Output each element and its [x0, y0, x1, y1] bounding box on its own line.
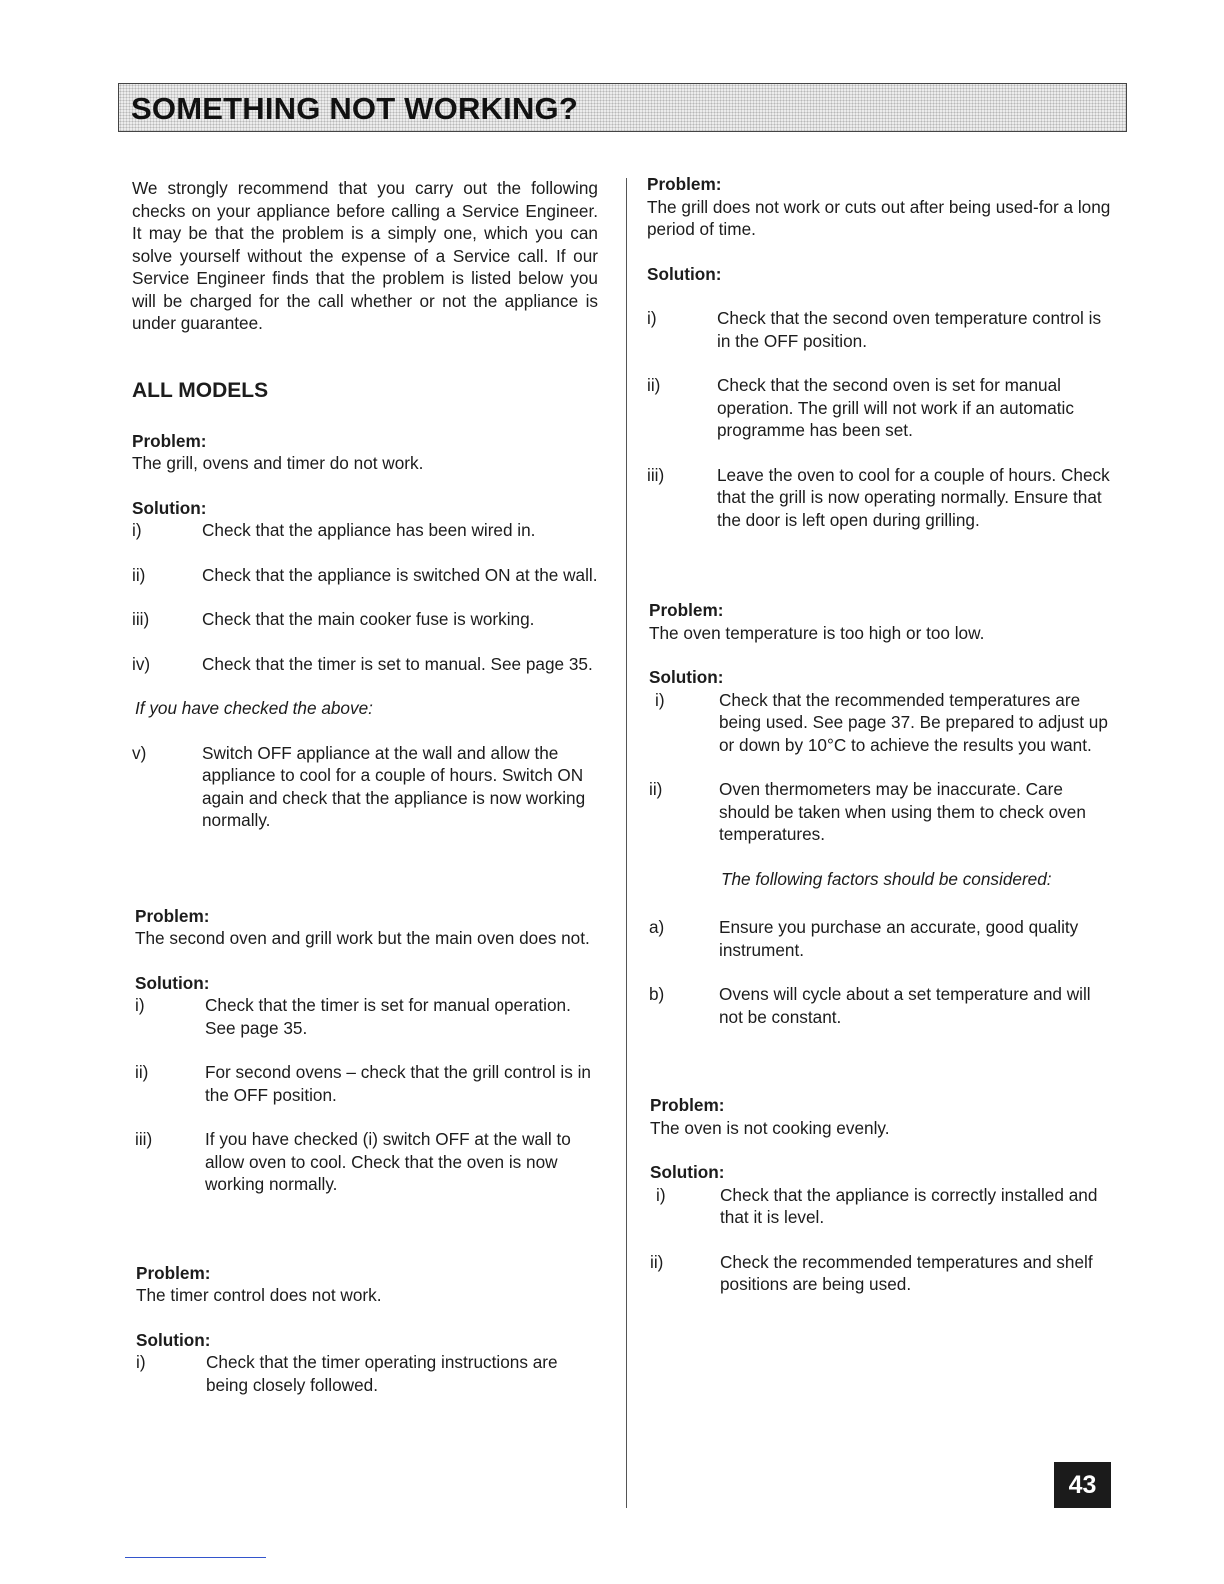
problem-text: The oven is not cooking evenly. — [650, 1117, 890, 1138]
item-text: Check that the second oven temperature control is in the OFF position. — [717, 308, 1102, 351]
list-item — [649, 778, 1114, 846]
problem-text: The timer control does not work. — [136, 1285, 382, 1305]
item-number: i) — [136, 1352, 146, 1372]
problem-label: Problem: — [649, 600, 724, 620]
item-number: iii) — [132, 609, 150, 629]
item-text: Check the recommended temperatures and shelf positions are being used. — [720, 1251, 1093, 1294]
item-number: ii) — [132, 564, 146, 585]
list-item — [135, 994, 598, 1039]
item-number: iii) — [647, 464, 665, 485]
list-item — [649, 689, 1114, 757]
column-divider — [626, 178, 627, 1508]
item-text: If you have checked (i) switch OFF at the wall to allow oven to cool. Check that the oven is now working normally. — [205, 1129, 571, 1194]
list-item — [132, 608, 598, 631]
list-item — [135, 1061, 598, 1106]
note-text: The following factors should be considered: — [721, 868, 1052, 889]
page-number: 43 — [1054, 1462, 1111, 1508]
item-number: ii) — [650, 1251, 664, 1272]
problem-block-4 — [647, 173, 1114, 531]
problem-label: Problem: — [132, 430, 207, 451]
item-number: i) — [655, 689, 665, 710]
problem-block-6 — [647, 1094, 1114, 1296]
problem-block-2 — [132, 905, 598, 1196]
list-item — [649, 983, 1114, 1028]
list-item — [132, 564, 598, 587]
solution-label: Solution: — [647, 263, 722, 284]
page-title: SOMETHING NOT WORKING? — [131, 91, 578, 126]
item-number: b) — [649, 984, 665, 1004]
item-number: v) — [132, 742, 147, 763]
problem-label: Problem: — [136, 1262, 211, 1283]
problem-block-5 — [647, 599, 1114, 1028]
item-text: Check that the recommended temperatures are being used. See page 37. Be prepared to adjust up or down by 10°C to achieve the results you want. — [719, 689, 1108, 755]
item-number: ii) — [135, 1062, 149, 1082]
solution-label: Solution: — [135, 972, 210, 993]
problem-text: The second oven and grill work but the main oven does not. — [135, 928, 590, 948]
list-item — [647, 307, 1114, 352]
item-text: Check that the appliance has been wired in. — [202, 520, 536, 540]
solution-label: Solution: — [136, 1329, 211, 1350]
note-text: If you have checked the above: — [135, 698, 373, 718]
item-text: Check that the appliance is switched ON at the wall. — [202, 564, 598, 585]
item-text: Check that the timer is set for manual operation. See page 35. — [205, 995, 571, 1038]
item-number: ii) — [647, 375, 661, 395]
list-item — [650, 1184, 1114, 1229]
item-text: Check that the timer is set to manual. See page 35. — [202, 653, 593, 674]
problem-text: The grill does not work or cuts out after being used-for a long period of time. — [647, 196, 1111, 239]
item-text: Check that the main cooker fuse is working. — [202, 609, 535, 629]
item-number: i) — [135, 995, 145, 1015]
intro-paragraph: We strongly recommend that you carry out the following checks on your appliance before calling a Service Engineer. It may be that the problem is a simply one, which you can solve yourself without the expense of a Service call. If our Service Engineer finds that the problem is listed below you will be charged for the call whether or not the appliance is under guarantee. — [132, 178, 598, 333]
solution-label: Solution: — [132, 497, 207, 518]
problem-label: Problem: — [650, 1095, 725, 1115]
item-text: Leave the oven to cool for a couple of hours. Check that the grill is now operating normally. Ensure that the door is left open during grilling. — [717, 464, 1110, 530]
list-item — [647, 374, 1114, 442]
problem-text: The oven temperature is too high or too low. — [649, 622, 985, 643]
item-number: ii) — [649, 779, 663, 799]
footer-rule — [125, 1557, 266, 1558]
list-item — [132, 653, 598, 676]
item-number: i) — [656, 1184, 666, 1205]
problem-label: Problem: — [135, 905, 210, 926]
item-number: a) — [649, 917, 665, 937]
problem-block-1 — [132, 430, 598, 832]
list-item — [132, 519, 598, 542]
problem-label: Problem: — [647, 174, 722, 194]
problem-block-3 — [132, 1262, 598, 1397]
left-column — [132, 177, 598, 1396]
right-column — [647, 173, 1114, 1296]
list-item — [135, 1128, 598, 1196]
item-number: i) — [647, 308, 657, 328]
item-text: Switch OFF appliance at the wall and allow the appliance to cool for a couple of hours. Switch ON again and check that the appliance is now working normally. — [202, 742, 586, 830]
solution-label: Solution: — [649, 667, 724, 687]
item-text: Check that the timer operating instructions are being closely followed. — [206, 1352, 558, 1395]
list-item — [136, 1351, 598, 1396]
item-text: Ovens will cycle about a set temperature and will not be constant. — [719, 984, 1091, 1027]
item-text: Ensure you purchase an accurate, good quality instrument. — [719, 917, 1079, 960]
item-text: Oven thermometers may be inaccurate. Care should be taken when using them to check oven temperatures. — [719, 779, 1086, 844]
list-item — [650, 1251, 1114, 1296]
item-text: Check that the appliance is correctly installed and that it is level. — [720, 1184, 1098, 1227]
section-heading: ALL MODELS — [132, 378, 269, 402]
list-item — [647, 464, 1114, 532]
item-text: Check that the second oven is set for manual operation. The grill will not work if an automatic programme has been set. — [717, 375, 1074, 440]
item-number: i) — [132, 520, 142, 540]
problem-text: The grill, ovens and timer do not work. — [132, 453, 424, 473]
title-banner — [118, 83, 1127, 132]
solution-label: Solution: — [650, 1162, 725, 1182]
item-text: For second ovens – check that the grill control is in the OFF position. — [205, 1062, 591, 1105]
list-item — [132, 742, 598, 832]
item-number: iv) — [132, 653, 151, 674]
item-number: iii) — [135, 1129, 153, 1149]
list-item — [649, 916, 1114, 961]
